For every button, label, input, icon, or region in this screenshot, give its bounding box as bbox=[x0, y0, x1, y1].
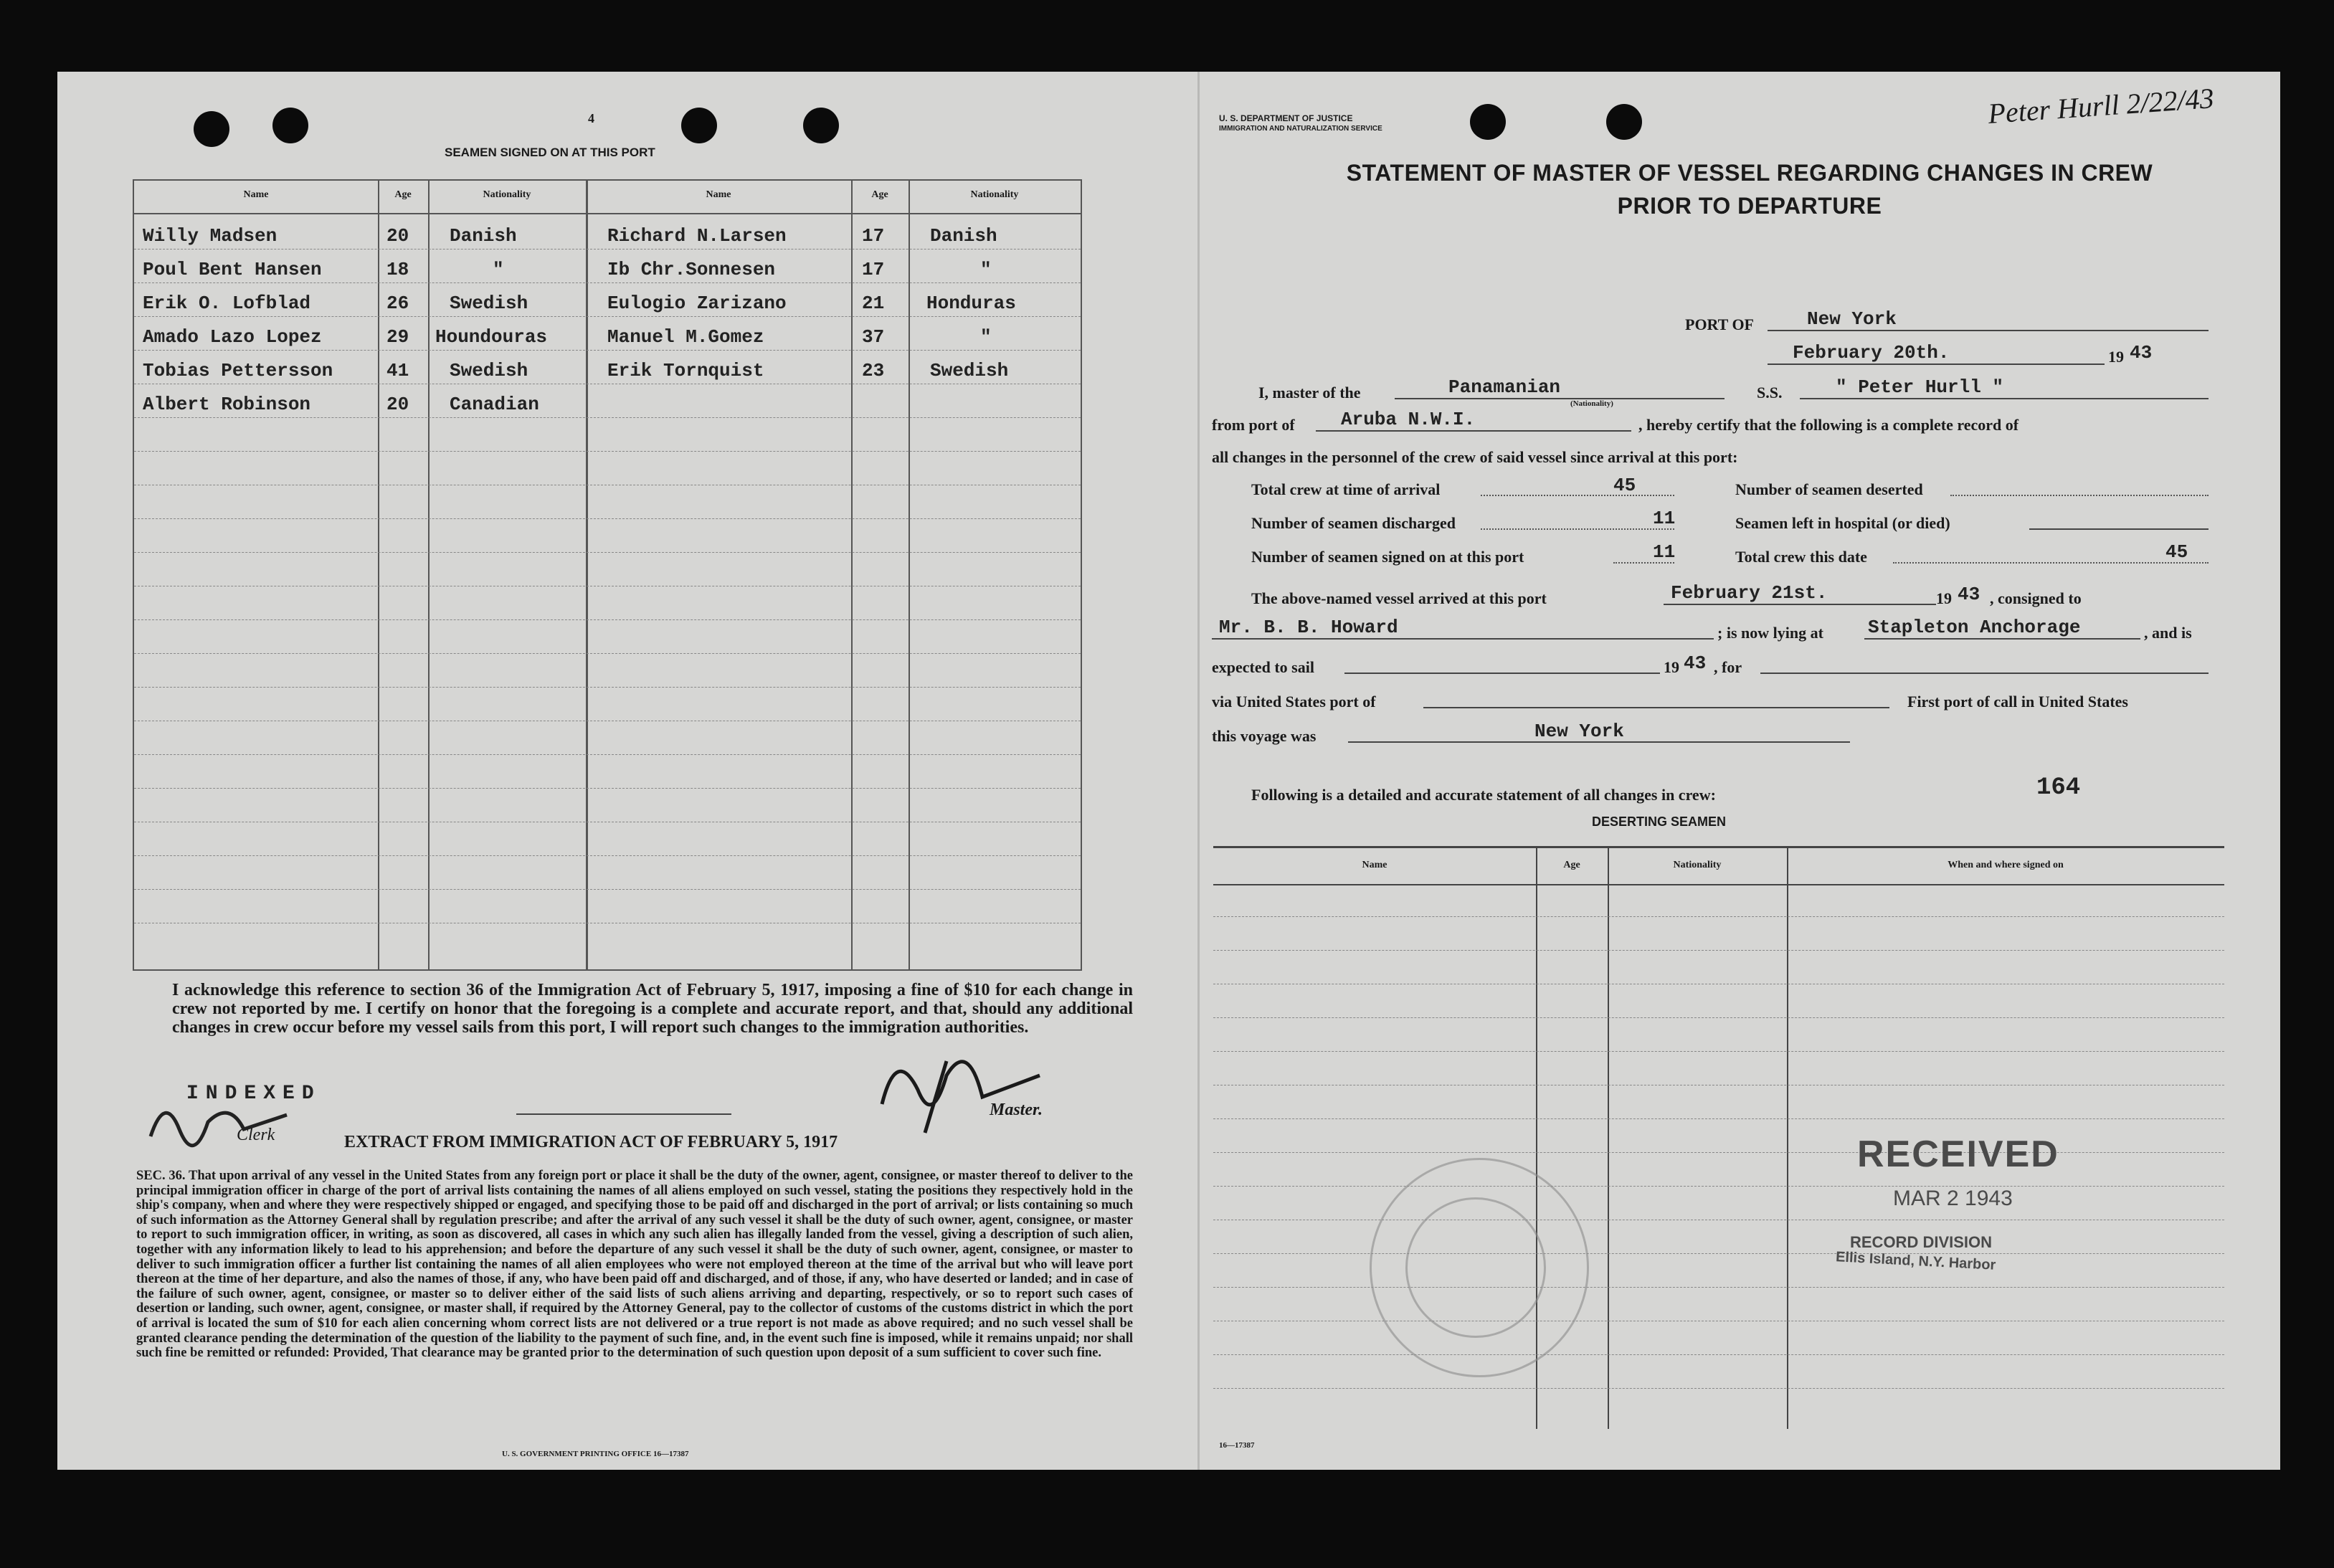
sail-year-prefix: 19 bbox=[1664, 658, 1679, 676]
page-count: 164 bbox=[2036, 774, 2081, 802]
column-divider bbox=[851, 181, 853, 969]
seaman-nationality: Danish bbox=[450, 225, 517, 247]
voyage-label: this voyage was bbox=[1212, 727, 1317, 745]
total-arrival-value: 45 bbox=[1613, 475, 1636, 496]
master-signature bbox=[868, 1032, 1083, 1147]
seaman-nationality: " bbox=[493, 259, 504, 280]
sail-label: expected to sail bbox=[1212, 658, 1314, 676]
seaman-nationality: " bbox=[980, 259, 992, 280]
from-port-label: from port of bbox=[1212, 416, 1295, 434]
port-value: New York bbox=[1807, 308, 1897, 330]
header-signed-on: When and where signed on bbox=[1948, 860, 2064, 870]
deserting-title: DESERTING SEAMEN bbox=[1592, 814, 1727, 829]
seaman-name: Eulogio Zarizano bbox=[607, 293, 787, 314]
master-label: Master. bbox=[990, 1101, 1043, 1119]
first-call-label: First port of call in United States bbox=[1907, 693, 2128, 711]
following-label: Following is a detailed and accurate statement of all changes in crew: bbox=[1251, 786, 1716, 804]
total-date-label: Total crew this date bbox=[1735, 548, 1867, 566]
record-division: RECORD DIVISION bbox=[1850, 1233, 1993, 1251]
total-arrival-label: Total crew at time of arrival bbox=[1251, 480, 1441, 498]
column-divider bbox=[1608, 848, 1609, 1429]
arrived-year: 43 bbox=[1958, 584, 1980, 605]
seaman-nationality: Honduras bbox=[926, 293, 1016, 314]
year-value: 43 bbox=[2130, 342, 2153, 364]
header-nationality: Nationality bbox=[483, 189, 531, 200]
header-age: Age bbox=[871, 189, 888, 200]
header-age: Age bbox=[1563, 860, 1580, 870]
document-sheet bbox=[57, 72, 2280, 1470]
handwritten-note: Peter Hurll 2/22/43 bbox=[1987, 82, 2215, 130]
deserting-seamen-table bbox=[1213, 846, 2224, 1429]
date-value: February 20th. bbox=[1793, 342, 1950, 364]
seaman-nationality: " bbox=[980, 326, 992, 348]
seaman-name: Amado Lazo Lopez bbox=[143, 326, 322, 348]
seaman-age: 17 bbox=[862, 259, 885, 280]
header-name: Name bbox=[1362, 860, 1387, 870]
arrived-date: February 21st. bbox=[1671, 582, 1828, 604]
seaman-name: Richard N.Larsen bbox=[607, 225, 787, 247]
for-label: , for bbox=[1714, 658, 1742, 676]
consignee-value: Mr. B. B. Howard bbox=[1219, 617, 1398, 638]
column-divider bbox=[909, 181, 910, 969]
table-header bbox=[1213, 848, 2224, 885]
acknowledgement-text: I acknowledge this reference to section 36 of the Immigration Act of February 5, 1917, imposing a fine of $10 for each change in crew not reported by me. I certify on honor that the foregoing is a complete and accurate report, and that, should any additional changes in crew occur before my vessel sails from this port, I will report such changes to the immigration authorities. bbox=[172, 981, 1133, 1037]
via-label: via United States port of bbox=[1212, 693, 1376, 711]
header-nationality: Nationality bbox=[1673, 860, 1722, 870]
header-age: Age bbox=[394, 189, 412, 200]
header-name: Name bbox=[243, 189, 269, 200]
indexed-stamp: INDEXED bbox=[186, 1083, 321, 1105]
punch-hole bbox=[1606, 104, 1642, 140]
title-line-1: STATEMENT OF MASTER OF VESSEL REGARDING CHANGES IN CREW bbox=[1346, 160, 2153, 186]
lying-at-value: Stapleton Anchorage bbox=[1868, 617, 2081, 638]
seaman-nationality: Swedish bbox=[930, 360, 1009, 381]
punch-hole bbox=[272, 108, 308, 143]
service: IMMIGRATION AND NATURALIZATION SERVICE bbox=[1219, 125, 1382, 133]
ellis-island: Ellis Island, N.Y. Harbor bbox=[1835, 1249, 1996, 1273]
seaman-name: Albert Robinson bbox=[143, 394, 311, 415]
table-header bbox=[134, 181, 1081, 214]
seaman-age: 18 bbox=[386, 259, 409, 280]
punch-hole bbox=[1470, 104, 1506, 140]
column-divider bbox=[378, 181, 379, 969]
discharged-value: 11 bbox=[1653, 508, 1676, 529]
seaman-nationality: Danish bbox=[930, 225, 997, 247]
printing-office: U. S. GOVERNMENT PRINTING OFFICE 16—17387 bbox=[502, 1450, 689, 1458]
seaman-nationality: Swedish bbox=[450, 360, 528, 381]
certify-text-2: all changes in the personnel of the crew of said vessel since arrival at this port: bbox=[1212, 448, 1738, 466]
vessel-prefix: S.S. bbox=[1757, 384, 1783, 401]
seaman-age: 20 bbox=[386, 225, 409, 247]
seaman-age: 37 bbox=[862, 326, 885, 348]
seaman-name: Poul Bent Hansen bbox=[143, 259, 322, 280]
arrived-year-prefix: 19 bbox=[1936, 589, 1952, 607]
extract-title: EXTRACT FROM IMMIGRATION ACT OF FEBRUARY 5, 1917 bbox=[344, 1133, 838, 1151]
nationality-value: Panamanian bbox=[1448, 376, 1561, 398]
seaman-name: Willy Madsen bbox=[143, 225, 277, 247]
discharged-label: Number of seamen discharged bbox=[1251, 514, 1456, 532]
lying-label: ; is now lying at bbox=[1717, 624, 1823, 642]
seaman-name: Erik O. Lofblad bbox=[143, 293, 311, 314]
total-date-value: 45 bbox=[2165, 541, 2188, 563]
sail-year: 43 bbox=[1684, 652, 1707, 674]
deserted-label: Number of seamen deserted bbox=[1735, 480, 1923, 498]
page-fold bbox=[1197, 72, 1200, 1470]
header-nationality: Nationality bbox=[970, 189, 1019, 200]
column-divider bbox=[586, 181, 588, 969]
first-call-value: New York bbox=[1534, 721, 1624, 742]
certify-text: , hereby certify that the following is a complete record of bbox=[1638, 416, 2019, 434]
extract-text: SEC. 36. That upon arrival of any vessel in the United States from any foreign port or place it shall be the duty of the owner, agent, consignee, or master thereof to deliver to the principal immigration officer in charge of the port of arrival lists containing the names of all aliens employed on such vessel, stating the positions they respectively hold in the ship's company, when and where they were respectively shipped or engaged, and specifying those to be paid off and discharged in the port of arrival; or lists containing so much of such information as the Attorney General shall by regulation prescribe; and after the arrival of any such vessel it shall be the duty of such owner, agent, consignee, or master to report to such immigration officer, in writing, as soon as discovered, all cases in which any such alien has illegally landed from the vessel, giving a description of such alien, together with any information likely to lead to his apprehension; and before the departure of any such vessel it shall be the duty of such owner, agent, consignee, or master to deliver to such immigration officer a further list containing the names of all alien employees who were not employed thereon at the time of the arrival but who will leave port thereon at the time of her departure, and also the names of those, if any, who have been paid off and discharged, and of those, if any, who have deserted or landed; and in case of the failure of such owner, agent, consignee, or master so to deliver either of the said lists of such aliens arriving and departing, respectively, or so to report such cases of desertion or landing, such owner, agent, consignee, or master shall, if required by the Attorney General, pay to the collector of customs of the customs district in which the port of arrival is located the sum of $10 for each alien concerning whom correct lists are not delivered or a true report is not made as above required; and no such vessel shall be granted clearance pending the determination of the question of the liability to the payment of such fine, and, in the event such fine is imposed, while it remains unpaid; nor shall such fine be remitted or refunded: Provided, That clearance may be granted prior to the determination of such question upon deposit of a sum sufficient to cover such fine. bbox=[136, 1169, 1133, 1361]
section-title: SEAMEN SIGNED ON AT THIS PORT bbox=[445, 146, 655, 159]
and-is-label: , and is bbox=[2144, 624, 2192, 642]
punch-hole bbox=[194, 111, 229, 147]
column-divider bbox=[1787, 848, 1788, 1429]
signed-on-value: 11 bbox=[1653, 541, 1676, 563]
seaman-name: Ib Chr.Sonnesen bbox=[607, 259, 776, 280]
port-label: PORT OF bbox=[1685, 315, 1754, 333]
clerk-signature bbox=[143, 1086, 316, 1158]
punch-hole bbox=[681, 108, 717, 143]
title-line-2: PRIOR TO DEPARTURE bbox=[1617, 193, 1882, 219]
received-stamp: RECEIVED bbox=[1857, 1134, 2059, 1175]
master-signature-line bbox=[516, 1113, 731, 1115]
seaman-age: 26 bbox=[386, 293, 409, 314]
nationality-caption: (Nationality) bbox=[1570, 399, 1613, 408]
form-title bbox=[1262, 156, 2237, 222]
arrived-label: The above-named vessel arrived at this port bbox=[1251, 589, 1547, 607]
header-name: Name bbox=[706, 189, 731, 200]
punch-hole bbox=[803, 108, 839, 143]
seaman-name: Erik Tornquist bbox=[607, 360, 764, 381]
year-prefix: 19 bbox=[2108, 348, 2124, 366]
seaman-age: 21 bbox=[862, 293, 885, 314]
clerk-label: Clerk bbox=[237, 1126, 275, 1144]
received-date: MAR 2 1943 bbox=[1893, 1187, 2013, 1210]
seaman-nationality: Canadian bbox=[450, 394, 539, 415]
department: U. S. DEPARTMENT OF JUSTICE bbox=[1219, 113, 1353, 123]
from-port-value: Aruba N.W.I. bbox=[1341, 409, 1476, 430]
seaman-age: 41 bbox=[386, 360, 409, 381]
seaman-age: 23 bbox=[862, 360, 885, 381]
seaman-age: 17 bbox=[862, 225, 885, 247]
seaman-nationality: Houndouras bbox=[435, 326, 548, 348]
column-divider bbox=[428, 181, 430, 969]
page-number: 4 bbox=[588, 111, 594, 125]
seaman-nationality: Swedish bbox=[450, 293, 528, 314]
signed-on-label: Number of seamen signed on at this port bbox=[1251, 548, 1524, 566]
master-of-label: I, master of the bbox=[1258, 384, 1361, 401]
seaman-name: Tobias Pettersson bbox=[143, 360, 333, 381]
seamen-signed-on-table bbox=[133, 179, 1082, 971]
seaman-age: 20 bbox=[386, 394, 409, 415]
circular-seal-inner bbox=[1405, 1197, 1546, 1338]
hospital-label: Seamen left in hospital (or died) bbox=[1735, 514, 1950, 532]
vessel-name: " Peter Hurll " bbox=[1836, 376, 2004, 398]
seaman-name: Manuel M.Gomez bbox=[607, 326, 764, 348]
consigned-label: , consigned to bbox=[1990, 589, 2082, 607]
seaman-age: 29 bbox=[386, 326, 409, 348]
form-number: 16—17387 bbox=[1219, 1441, 1255, 1450]
